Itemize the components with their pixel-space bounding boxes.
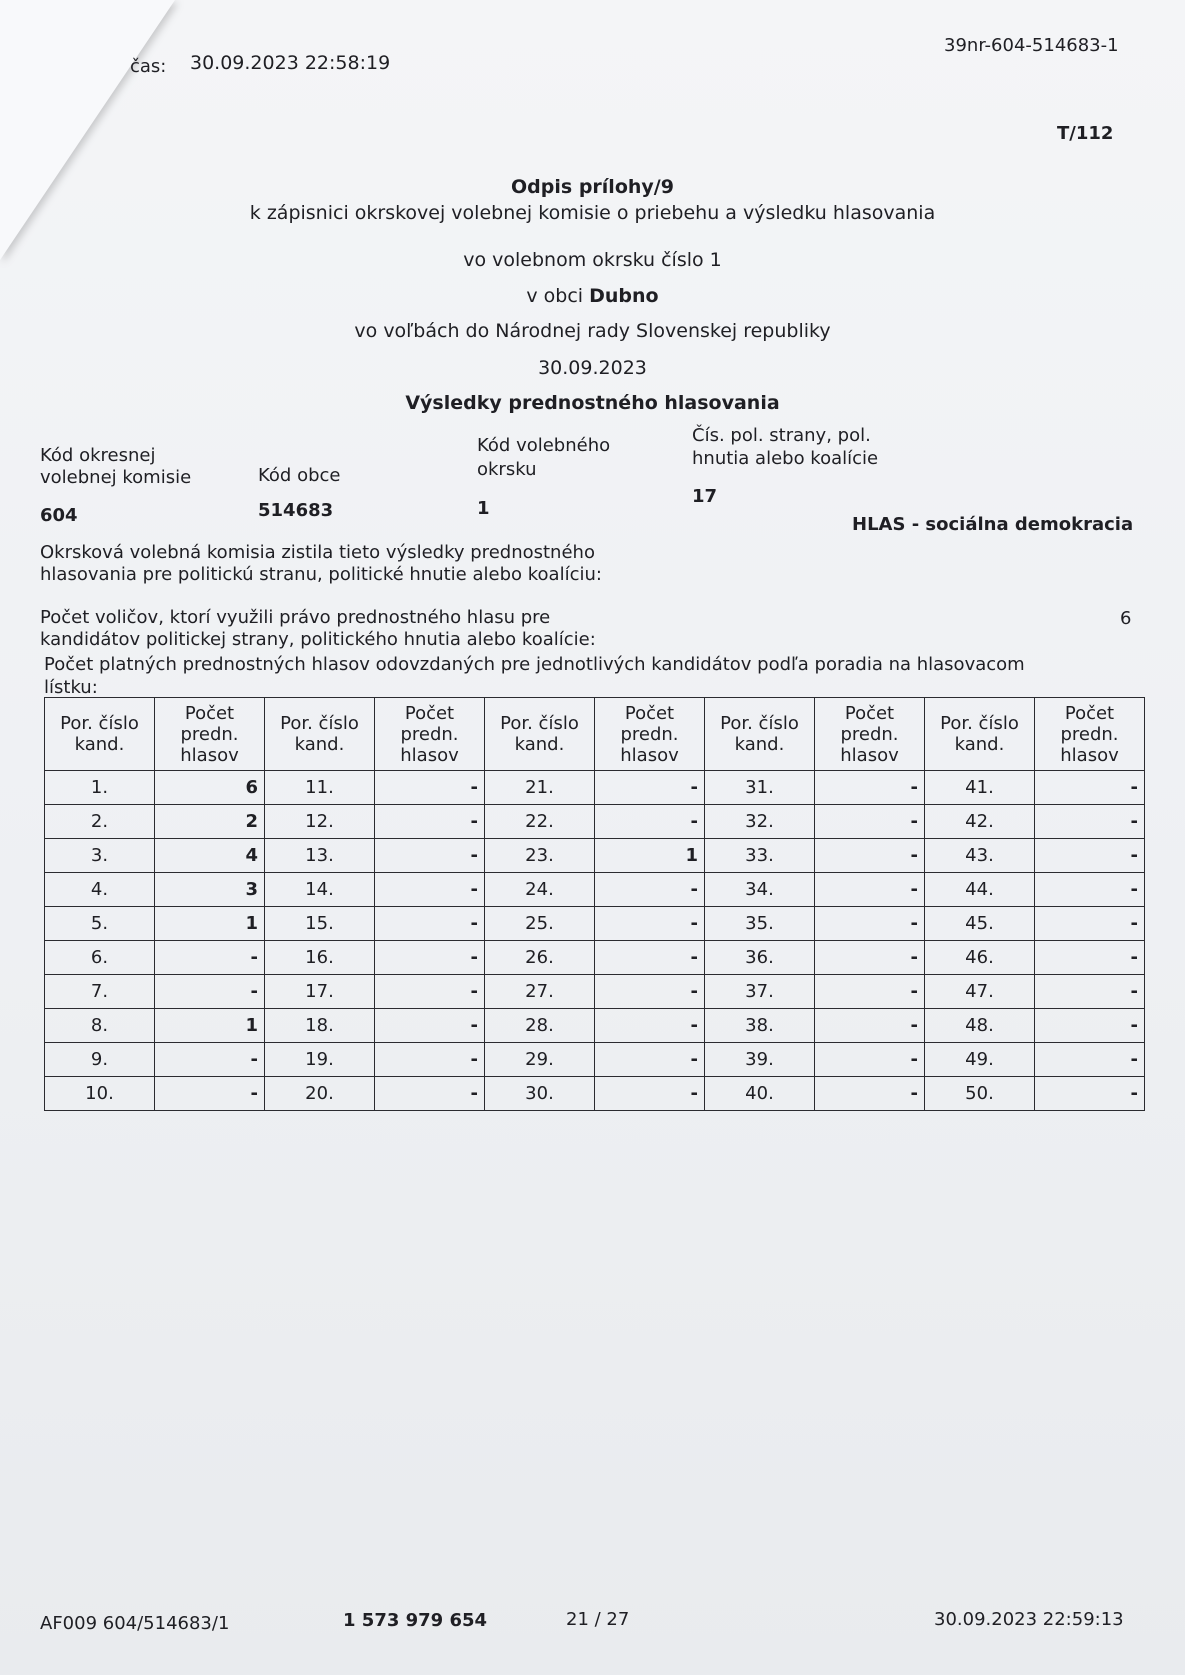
footer-serial: 1 573 979 654: [343, 1610, 488, 1631]
footer-form-ref: AF009 604/514683/1: [40, 1613, 230, 1634]
preferential-votes-cell: -: [815, 839, 925, 873]
preferential-votes-cell: -: [1035, 941, 1145, 975]
table-row: [45, 873, 1145, 907]
candidate-number-cell: 33.: [705, 839, 815, 873]
findings-text-1: Okrsková volebná komisia zistila tieto výsledky prednostného: [40, 542, 595, 563]
candidate-number-cell: 20.: [265, 1077, 375, 1111]
preferential-votes-cell: -: [1035, 805, 1145, 839]
column-header-candidate: Por. číslo kand.: [45, 698, 155, 771]
title-line-1: k zápisnici okrskovej volebnej komisie o priebehu a výsledku hlasovania: [249, 202, 936, 224]
preferential-votes-cell: -: [595, 805, 705, 839]
column-header-candidate: Por. číslo kand.: [265, 698, 375, 771]
candidate-number-cell: 19.: [265, 1043, 375, 1077]
column-header-candidate: Por. číslo kand.: [485, 698, 595, 771]
preferential-votes-cell: -: [595, 941, 705, 975]
title-line-4: vo voľbách do Národnej rady Slovenskej republiky: [354, 320, 831, 342]
precinct-code-value: 1: [477, 498, 490, 519]
candidate-number-cell: 50.: [925, 1077, 1035, 1111]
candidate-number-cell: 5.: [45, 907, 155, 941]
preferential-votes-cell: -: [1035, 1077, 1145, 1111]
party-number-value: 17: [692, 486, 718, 507]
preferential-votes-table: [44, 697, 1145, 1111]
preferential-votes-cell: 2: [155, 805, 265, 839]
document-title: Odpis prílohy/9: [511, 176, 674, 198]
district-commission-label-1: Kód okresnej: [40, 445, 156, 466]
preferential-votes-cell: -: [375, 941, 485, 975]
preferential-votes-cell: 1: [595, 839, 705, 873]
time-value: 30.09.2023 22:58:19: [190, 52, 391, 74]
candidate-number-cell: 21.: [485, 771, 595, 805]
preferential-votes-cell: -: [595, 907, 705, 941]
preferential-votes-cell: -: [815, 907, 925, 941]
candidate-number-cell: 4.: [45, 873, 155, 907]
candidate-number-cell: 8.: [45, 1009, 155, 1043]
candidate-number-cell: 22.: [485, 805, 595, 839]
preferential-votes-cell: -: [375, 975, 485, 1009]
candidate-number-cell: 25.: [485, 907, 595, 941]
candidate-number-cell: 32.: [705, 805, 815, 839]
preferential-votes-cell: -: [1035, 1009, 1145, 1043]
footer-page: 21 / 27: [566, 1609, 630, 1630]
candidate-number-cell: 3.: [45, 839, 155, 873]
preferential-votes-cell: -: [155, 941, 265, 975]
preferential-votes-cell: -: [375, 805, 485, 839]
candidate-number-cell: 14.: [265, 873, 375, 907]
preferential-votes-cell: -: [375, 771, 485, 805]
column-header-votes: Počet predn. hlasov: [1035, 698, 1145, 771]
column-header-votes: Počet predn. hlasov: [375, 698, 485, 771]
preferential-votes-cell: -: [375, 839, 485, 873]
preferential-votes-cell: -: [815, 771, 925, 805]
voters-text-1: Počet voličov, ktorí využili právo prednostného hlasu pre: [40, 607, 551, 628]
table-body: [45, 771, 1145, 1111]
candidate-number-cell: 7.: [45, 975, 155, 1009]
candidate-number-cell: 46.: [925, 941, 1035, 975]
preferential-votes-cell: -: [815, 805, 925, 839]
table-row: [45, 907, 1145, 941]
candidate-number-cell: 31.: [705, 771, 815, 805]
preferential-votes-cell: -: [155, 1043, 265, 1077]
voters-count: 6: [1120, 608, 1132, 629]
column-header-candidate: Por. číslo kand.: [705, 698, 815, 771]
precinct-code-label-2: okrsku: [477, 459, 537, 480]
form-code: T/112: [1057, 123, 1114, 144]
time-label: čas:: [130, 56, 167, 77]
candidate-number-cell: 35.: [705, 907, 815, 941]
column-header-votes: Počet predn. hlasov: [155, 698, 265, 771]
preferential-votes-cell: -: [375, 1009, 485, 1043]
preferential-votes-cell: -: [375, 873, 485, 907]
candidate-number-cell: 39.: [705, 1043, 815, 1077]
preferential-votes-cell: -: [815, 1077, 925, 1111]
preferential-votes-cell: -: [375, 907, 485, 941]
candidate-number-cell: 11.: [265, 771, 375, 805]
preferential-votes-cell: -: [1035, 839, 1145, 873]
candidate-number-cell: 10.: [45, 1077, 155, 1111]
preferential-votes-cell: -: [595, 873, 705, 907]
candidate-number-cell: 29.: [485, 1043, 595, 1077]
preferential-votes-cell: 3: [155, 873, 265, 907]
table-row: [45, 975, 1145, 1009]
table-row: [45, 1043, 1145, 1077]
candidate-number-cell: 12.: [265, 805, 375, 839]
candidate-number-cell: 41.: [925, 771, 1035, 805]
candidate-number-cell: 1.: [45, 771, 155, 805]
title-line-2: vo volebnom okrsku číslo 1: [463, 249, 722, 271]
preferential-votes-cell: -: [815, 1009, 925, 1043]
candidate-number-cell: 23.: [485, 839, 595, 873]
table-row: [45, 805, 1145, 839]
candidate-number-cell: 34.: [705, 873, 815, 907]
column-header-votes: Počet predn. hlasov: [815, 698, 925, 771]
municipality-code-label: Kód obce: [258, 465, 341, 486]
preferential-votes-cell: -: [155, 1077, 265, 1111]
candidate-number-cell: 45.: [925, 907, 1035, 941]
preferential-votes-cell: -: [595, 975, 705, 1009]
party-number-label-2: hnutia alebo koalície: [692, 448, 879, 469]
candidate-number-cell: 42.: [925, 805, 1035, 839]
candidate-number-cell: 30.: [485, 1077, 595, 1111]
candidate-number-cell: 13.: [265, 839, 375, 873]
municipality-name: Dubno: [589, 285, 659, 307]
candidate-number-cell: 48.: [925, 1009, 1035, 1043]
preferential-votes-cell: -: [815, 1043, 925, 1077]
preferential-votes-cell: -: [1035, 873, 1145, 907]
candidate-number-cell: 15.: [265, 907, 375, 941]
preferential-votes-cell: -: [1035, 1043, 1145, 1077]
district-commission-label-2: volebnej komisie: [40, 467, 192, 488]
table-row: [45, 1009, 1145, 1043]
preferential-votes-cell: -: [375, 1077, 485, 1111]
candidate-number-cell: 24.: [485, 873, 595, 907]
candidate-number-cell: 44.: [925, 873, 1035, 907]
election-date: 30.09.2023: [538, 357, 647, 379]
preferential-votes-cell: -: [1035, 975, 1145, 1009]
column-header-candidate: Por. číslo kand.: [925, 698, 1035, 771]
candidate-number-cell: 49.: [925, 1043, 1035, 1077]
preferential-votes-cell: 6: [155, 771, 265, 805]
candidate-number-cell: 47.: [925, 975, 1035, 1009]
party-number-label-1: Čís. pol. strany, pol.: [692, 425, 871, 446]
table-row: [45, 1077, 1145, 1111]
voters-text-2: kandidátov politickej strany, politického hnutia alebo koalície:: [40, 629, 596, 650]
preferential-votes-cell: -: [375, 1043, 485, 1077]
precinct-code-label-1: Kód volebného: [477, 435, 611, 456]
preferential-votes-cell: -: [595, 1077, 705, 1111]
preferential-votes-cell: 1: [155, 907, 265, 941]
preferential-votes-cell: -: [815, 975, 925, 1009]
candidate-number-cell: 40.: [705, 1077, 815, 1111]
candidate-number-cell: 36.: [705, 941, 815, 975]
preferential-votes-cell: -: [815, 873, 925, 907]
party-name: HLAS - sociálna demokracia: [852, 514, 1134, 535]
preferential-votes-cell: 1: [155, 1009, 265, 1043]
candidate-number-cell: 17.: [265, 975, 375, 1009]
candidate-number-cell: 18.: [265, 1009, 375, 1043]
column-header-votes: Počet predn. hlasov: [595, 698, 705, 771]
municipality-prefix: v obci: [526, 285, 590, 307]
preferential-votes-cell: -: [595, 1009, 705, 1043]
table-row: [45, 771, 1145, 805]
footer-timestamp: 30.09.2023 22:59:13: [934, 1609, 1124, 1630]
candidate-number-cell: 37.: [705, 975, 815, 1009]
candidate-number-cell: 2.: [45, 805, 155, 839]
valid-votes-text-1: Počet platných prednostných hlasov odovzdaných pre jednotlivých kandidátov podľa poradia na hlasovacom: [44, 654, 1025, 675]
preferential-votes-cell: -: [1035, 771, 1145, 805]
candidate-number-cell: 26.: [485, 941, 595, 975]
table-header-row: [45, 698, 1145, 771]
valid-votes-text-2: lístku:: [44, 677, 98, 698]
candidate-number-cell: 28.: [485, 1009, 595, 1043]
candidate-number-cell: 9.: [45, 1043, 155, 1077]
candidate-number-cell: 27.: [485, 975, 595, 1009]
candidate-number-cell: 16.: [265, 941, 375, 975]
municipality-code-value: 514683: [258, 500, 334, 521]
table-row: [45, 839, 1145, 873]
candidate-number-cell: 43.: [925, 839, 1035, 873]
title-line-3: [0, 285, 1185, 307]
preferential-votes-cell: -: [595, 771, 705, 805]
table-row: [45, 941, 1145, 975]
district-commission-value: 604: [40, 505, 78, 526]
preferential-votes-cell: -: [155, 975, 265, 1009]
preferential-votes-cell: -: [815, 941, 925, 975]
candidate-number-cell: 6.: [45, 941, 155, 975]
preferential-votes-cell: -: [1035, 907, 1145, 941]
preferential-votes-cell: 4: [155, 839, 265, 873]
preferential-votes-cell: -: [595, 1043, 705, 1077]
document-id: 39nr-604-514683-1: [944, 35, 1119, 56]
document-subtitle: Výsledky prednostného hlasovania: [405, 392, 780, 414]
candidate-number-cell: 38.: [705, 1009, 815, 1043]
findings-text-2: hlasovania pre politickú stranu, politické hnutie alebo koalíciu:: [40, 564, 602, 585]
